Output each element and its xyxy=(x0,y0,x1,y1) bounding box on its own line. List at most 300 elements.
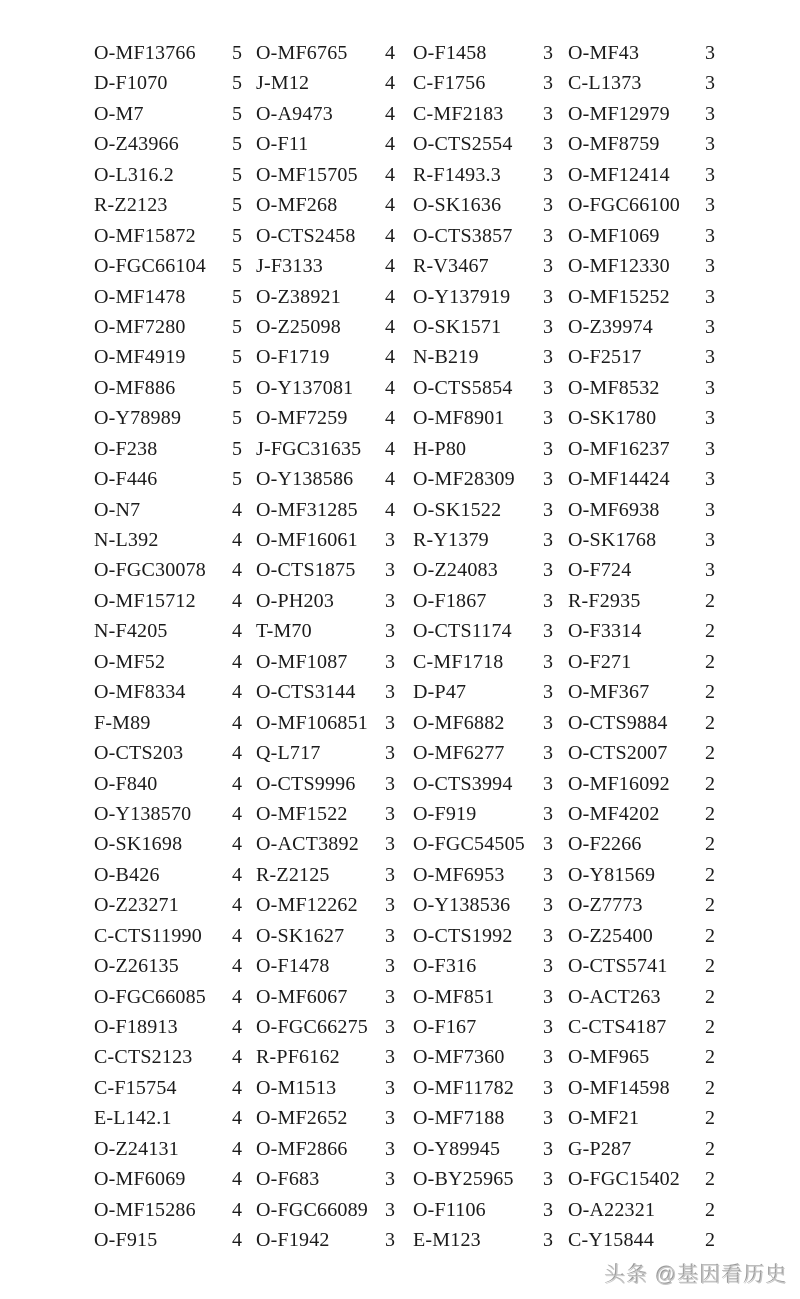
haplogroup-cell: O-Z24131 xyxy=(94,1137,179,1160)
haplogroup-cell: N-L392 xyxy=(94,529,159,551)
haplogroup-cell: O-MF16092 xyxy=(568,772,670,795)
table-row xyxy=(94,434,734,464)
count-cell: 4 xyxy=(385,498,395,521)
count-cell: 3 xyxy=(385,711,395,734)
haplogroup-cell: R-Y1379 xyxy=(413,529,489,551)
toutiao-watermark: 头条 @基因看历史 xyxy=(604,1264,788,1287)
count-cell: 2 xyxy=(705,833,715,856)
haplogroup-cell: O-Y137081 xyxy=(256,376,354,399)
haplogroup-cell: O-MF8901 xyxy=(413,407,505,430)
count-cell: 3 xyxy=(705,194,715,217)
table-row xyxy=(94,860,734,890)
count-cell: 4 xyxy=(232,742,242,765)
count-cell: 3 xyxy=(385,863,395,886)
haplogroup-cell: O-MF1522 xyxy=(256,802,348,825)
haplogroup-cell: Q-L717 xyxy=(256,742,321,765)
haplogroup-cell: O-FGC66100 xyxy=(568,194,681,217)
haplogroup-cell: O-CTS9996 xyxy=(256,772,356,795)
count-cell: 3 xyxy=(385,1137,395,1160)
count-cell: 3 xyxy=(705,133,715,156)
table-row xyxy=(94,708,734,738)
haplogroup-cell: O-M1513 xyxy=(256,1076,337,1099)
count-cell: 5 xyxy=(232,42,242,64)
haplogroup-cell: O-MF15712 xyxy=(94,589,196,612)
count-cell: 3 xyxy=(705,224,715,247)
haplogroup-cell: O-MF14424 xyxy=(568,468,670,491)
haplogroup-cell: O-Z7773 xyxy=(568,894,643,917)
table-row xyxy=(94,129,734,159)
count-cell: 3 xyxy=(705,315,715,338)
count-cell: 3 xyxy=(385,1076,395,1099)
haplogroup-cell: O-CTS5741 xyxy=(568,955,668,978)
haplogroup-cell: O-F1719 xyxy=(256,346,330,369)
haplogroup-cell: O-MF8759 xyxy=(568,133,660,156)
count-cell: 3 xyxy=(705,255,715,278)
haplogroup-cell: O-MF15252 xyxy=(568,285,670,308)
table-row xyxy=(94,769,734,799)
count-cell: 2 xyxy=(705,955,715,978)
count-cell: 5 xyxy=(232,133,242,156)
count-cell: 3 xyxy=(543,711,553,734)
count-cell: 3 xyxy=(385,742,395,765)
count-cell: 3 xyxy=(705,437,715,460)
count-cell: 5 xyxy=(232,468,242,491)
count-cell: 4 xyxy=(385,407,395,430)
table-row xyxy=(94,921,734,951)
haplogroup-cell: O-Y138586 xyxy=(256,468,354,491)
count-cell: 5 xyxy=(232,255,242,278)
haplogroup-cell: O-SK1636 xyxy=(413,194,502,217)
haplogroup-cell: O-MF4919 xyxy=(94,346,186,369)
haplogroup-cell: O-F2266 xyxy=(568,833,642,856)
count-cell: 2 xyxy=(705,589,715,612)
haplogroup-table xyxy=(94,38,734,1256)
count-cell: 3 xyxy=(385,1046,395,1069)
count-cell: 3 xyxy=(543,863,553,886)
haplogroup-cell: O-CTS3144 xyxy=(256,681,356,704)
count-cell: 4 xyxy=(232,772,242,795)
table-row xyxy=(94,160,734,190)
count-cell: 3 xyxy=(385,1016,395,1038)
count-cell: 4 xyxy=(232,589,242,612)
count-cell: 2 xyxy=(705,742,715,765)
count-cell: 3 xyxy=(543,650,553,673)
haplogroup-cell: O-PH203 xyxy=(256,589,335,612)
haplogroup-cell: O-Y78989 xyxy=(94,407,182,430)
count-cell: 3 xyxy=(705,407,715,430)
count-cell: 3 xyxy=(385,1229,395,1252)
table-row xyxy=(94,738,734,768)
haplogroup-cell: O-MF2652 xyxy=(256,1107,348,1130)
haplogroup-cell: O-MF12414 xyxy=(568,163,670,186)
count-cell: 3 xyxy=(385,1168,395,1191)
count-cell: 3 xyxy=(705,163,715,186)
haplogroup-cell: O-MF8532 xyxy=(568,376,660,399)
haplogroup-cell: C-CTS11990 xyxy=(94,924,202,947)
count-cell: 3 xyxy=(543,1137,553,1160)
table-row xyxy=(94,525,734,555)
count-cell: 3 xyxy=(543,102,553,125)
haplogroup-cell: O-MF886 xyxy=(94,376,176,399)
count-cell: 3 xyxy=(543,1107,553,1130)
haplogroup-cell: D-F1070 xyxy=(94,72,168,95)
haplogroup-cell: O-BY25965 xyxy=(413,1168,514,1191)
haplogroup-cell: C-MF1718 xyxy=(413,650,504,673)
count-cell: 3 xyxy=(543,42,553,64)
count-cell: 3 xyxy=(543,224,553,247)
count-cell: 4 xyxy=(232,985,242,1008)
count-cell: 3 xyxy=(543,468,553,491)
haplogroup-cell: O-MF16061 xyxy=(256,529,358,551)
count-cell: 3 xyxy=(543,72,553,95)
count-cell: 3 xyxy=(543,133,553,156)
haplogroup-cell: O-F1942 xyxy=(256,1229,330,1252)
count-cell: 4 xyxy=(385,285,395,308)
count-cell: 4 xyxy=(385,376,395,399)
count-cell: 2 xyxy=(705,620,715,643)
table-row xyxy=(94,282,734,312)
count-cell: 3 xyxy=(385,802,395,825)
haplogroup-cell: O-MF12330 xyxy=(568,255,670,278)
count-cell: 4 xyxy=(385,346,395,369)
haplogroup-cell: D-P47 xyxy=(413,681,467,704)
count-cell: 2 xyxy=(705,772,715,795)
haplogroup-cell: O-F11 xyxy=(256,133,309,156)
table-row xyxy=(94,829,734,859)
table-row xyxy=(94,647,734,677)
haplogroup-cell: O-MF6765 xyxy=(256,42,348,64)
haplogroup-cell: O-MF851 xyxy=(413,985,495,1008)
count-cell: 3 xyxy=(385,620,395,643)
count-cell: 4 xyxy=(232,1046,242,1069)
count-cell: 3 xyxy=(705,42,715,64)
count-cell: 3 xyxy=(543,894,553,917)
haplogroup-cell: N-F4205 xyxy=(94,620,168,643)
count-cell: 2 xyxy=(705,1046,715,1069)
haplogroup-cell: O-MF15872 xyxy=(94,224,196,247)
count-cell: 3 xyxy=(705,376,715,399)
count-cell: 3 xyxy=(543,407,553,430)
count-cell: 5 xyxy=(232,163,242,186)
haplogroup-cell: O-MF12979 xyxy=(568,102,670,125)
table-row xyxy=(94,373,734,403)
count-cell: 3 xyxy=(385,681,395,704)
table-row xyxy=(94,1042,734,1072)
count-cell: 4 xyxy=(232,1076,242,1099)
haplogroup-cell: O-MF21 xyxy=(568,1107,640,1130)
haplogroup-cell: O-F724 xyxy=(568,559,632,582)
haplogroup-cell: O-SK1768 xyxy=(568,529,657,551)
count-cell: 3 xyxy=(543,802,553,825)
haplogroup-cell: O-L316.2 xyxy=(94,163,174,186)
haplogroup-cell: O-Z26135 xyxy=(94,955,179,978)
haplogroup-cell: O-MF106851 xyxy=(256,711,369,734)
table-row xyxy=(94,1103,734,1133)
count-cell: 3 xyxy=(705,285,715,308)
haplogroup-cell: O-MF2866 xyxy=(256,1137,348,1160)
table-row xyxy=(94,1012,734,1042)
haplogroup-cell: O-CTS3857 xyxy=(413,224,513,247)
haplogroup-cell: C-CTS4187 xyxy=(568,1016,667,1038)
count-cell: 4 xyxy=(385,224,395,247)
count-cell: 3 xyxy=(543,1229,553,1252)
count-cell: 3 xyxy=(385,955,395,978)
haplogroup-cell: O-MF7360 xyxy=(413,1046,505,1069)
haplogroup-cell: O-CTS1875 xyxy=(256,559,356,582)
count-cell: 2 xyxy=(705,1137,715,1160)
haplogroup-cell: O-MF7188 xyxy=(413,1107,505,1130)
count-cell: 3 xyxy=(543,589,553,612)
count-cell: 2 xyxy=(705,863,715,886)
count-cell: 3 xyxy=(385,924,395,947)
haplogroup-cell: O-CTS5854 xyxy=(413,376,513,399)
haplogroup-cell: O-MF6069 xyxy=(94,1168,186,1191)
count-cell: 2 xyxy=(705,650,715,673)
haplogroup-cell: O-MF6882 xyxy=(413,711,505,734)
haplogroup-cell: O-FGC54505 xyxy=(413,833,526,856)
haplogroup-cell: C-MF2183 xyxy=(413,102,504,125)
count-cell: 3 xyxy=(543,376,553,399)
haplogroup-cell: R-Z2123 xyxy=(94,194,168,217)
haplogroup-cell: R-Z2125 xyxy=(256,863,330,886)
haplogroup-cell: O-Z38921 xyxy=(256,285,341,308)
count-cell: 4 xyxy=(232,955,242,978)
haplogroup-cell: O-Z24083 xyxy=(413,559,498,582)
count-cell: 3 xyxy=(385,894,395,917)
count-cell: 4 xyxy=(232,650,242,673)
haplogroup-cell: O-FGC66085 xyxy=(94,985,207,1008)
haplogroup-cell: O-MF43 xyxy=(568,42,640,64)
count-cell: 3 xyxy=(543,1168,553,1191)
table-row xyxy=(94,677,734,707)
haplogroup-cell: O-F919 xyxy=(413,802,477,825)
haplogroup-cell: O-CTS2007 xyxy=(568,742,668,765)
count-cell: 3 xyxy=(543,194,553,217)
count-cell: 4 xyxy=(232,894,242,917)
haplogroup-cell: O-MF14598 xyxy=(568,1076,670,1099)
count-cell: 5 xyxy=(232,72,242,95)
count-cell: 3 xyxy=(543,1016,553,1038)
haplogroup-cell: O-SK1780 xyxy=(568,407,657,430)
haplogroup-cell: O-FGC30078 xyxy=(94,559,207,582)
table-row xyxy=(94,342,734,372)
count-cell: 2 xyxy=(705,985,715,1008)
count-cell: 3 xyxy=(385,985,395,1008)
haplogroup-cell: R-F2935 xyxy=(568,589,641,612)
count-cell: 2 xyxy=(705,924,715,947)
count-cell: 3 xyxy=(385,559,395,582)
table-row xyxy=(94,799,734,829)
haplogroup-cell: O-F1106 xyxy=(413,1198,486,1221)
count-cell: 3 xyxy=(543,681,553,704)
haplogroup-cell: O-F1867 xyxy=(413,589,487,612)
haplogroup-cell: O-CTS2458 xyxy=(256,224,356,247)
count-cell: 3 xyxy=(543,315,553,338)
count-cell: 4 xyxy=(232,559,242,582)
haplogroup-cell: O-MF7280 xyxy=(94,315,186,338)
count-cell: 4 xyxy=(232,1229,242,1252)
count-cell: 3 xyxy=(543,924,553,947)
count-cell: 3 xyxy=(543,1198,553,1221)
haplogroup-cell: O-ACT263 xyxy=(568,985,661,1008)
table-row xyxy=(94,312,734,342)
count-cell: 2 xyxy=(705,711,715,734)
count-cell: 5 xyxy=(232,315,242,338)
haplogroup-cell: O-SK1571 xyxy=(413,315,502,338)
haplogroup-cell: O-MF52 xyxy=(94,650,166,673)
count-cell: 3 xyxy=(385,1198,395,1221)
haplogroup-cell: O-CTS1174 xyxy=(413,620,512,643)
haplogroup-cell: O-Y138570 xyxy=(94,802,192,825)
table-row xyxy=(94,1134,734,1164)
count-cell: 3 xyxy=(543,346,553,369)
count-cell: 3 xyxy=(543,163,553,186)
haplogroup-cell: O-CTS2554 xyxy=(413,133,513,156)
haplogroup-cell: O-F167 xyxy=(413,1016,477,1038)
haplogroup-cell: O-SK1698 xyxy=(94,833,183,856)
haplogroup-cell: O-FGC66275 xyxy=(256,1016,369,1038)
haplogroup-cell: O-MF6277 xyxy=(413,742,505,765)
haplogroup-cell: C-Y15844 xyxy=(568,1229,655,1252)
haplogroup-cell: O-A9473 xyxy=(256,102,333,125)
count-cell: 4 xyxy=(385,72,395,95)
haplogroup-cell: O-MF1478 xyxy=(94,285,186,308)
haplogroup-cell: O-MF1087 xyxy=(256,650,348,673)
haplogroup-cell: O-F915 xyxy=(94,1229,158,1252)
count-cell: 3 xyxy=(385,589,395,612)
haplogroup-cell: O-MF6938 xyxy=(568,498,660,521)
haplogroup-cell: O-MF965 xyxy=(568,1046,650,1069)
haplogroup-cell: O-MF1069 xyxy=(568,224,660,247)
table-row xyxy=(94,1225,734,1255)
count-cell: 3 xyxy=(385,1107,395,1130)
haplogroup-cell: O-F316 xyxy=(413,955,477,978)
haplogroup-cell: O-FGC15402 xyxy=(568,1168,681,1191)
haplogroup-cell: H-P80 xyxy=(413,437,467,460)
haplogroup-cell: E-L142.1 xyxy=(94,1107,172,1130)
count-cell: 2 xyxy=(705,1107,715,1130)
count-cell: 4 xyxy=(232,620,242,643)
count-cell: 5 xyxy=(232,224,242,247)
count-cell: 4 xyxy=(385,133,395,156)
count-cell: 3 xyxy=(705,468,715,491)
count-cell: 2 xyxy=(705,894,715,917)
table-row xyxy=(94,38,734,68)
haplogroup-cell: O-A22321 xyxy=(568,1198,656,1221)
count-cell: 3 xyxy=(385,833,395,856)
table-row xyxy=(94,464,734,494)
haplogroup-cell: J-FGC31635 xyxy=(256,437,362,460)
table-row xyxy=(94,221,734,251)
count-cell: 4 xyxy=(385,102,395,125)
haplogroup-cell: R-F1493.3 xyxy=(413,163,501,186)
count-cell: 4 xyxy=(385,255,395,278)
table-row xyxy=(94,495,734,525)
count-cell: 5 xyxy=(232,437,242,460)
count-cell: 3 xyxy=(543,985,553,1008)
table-row xyxy=(94,68,734,98)
haplogroup-cell: O-MF11782 xyxy=(413,1076,515,1099)
haplogroup-cell: O-MF268 xyxy=(256,194,338,217)
haplogroup-cell: O-SK1522 xyxy=(413,498,502,521)
count-cell: 4 xyxy=(385,437,395,460)
count-cell: 2 xyxy=(705,1016,715,1038)
count-cell: 3 xyxy=(385,650,395,673)
count-cell: 4 xyxy=(232,833,242,856)
count-cell: 3 xyxy=(705,72,715,95)
table-row xyxy=(94,403,734,433)
haplogroup-cell: O-F1478 xyxy=(256,955,330,978)
count-cell: 2 xyxy=(705,1198,715,1221)
count-cell: 5 xyxy=(232,194,242,217)
table-row xyxy=(94,99,734,129)
count-cell: 3 xyxy=(543,559,553,582)
haplogroup-cell: O-MF6067 xyxy=(256,985,348,1008)
haplogroup-cell: O-MF31285 xyxy=(256,498,358,521)
haplogroup-cell: O-Y89945 xyxy=(413,1137,501,1160)
haplogroup-cell: O-Z43966 xyxy=(94,133,179,156)
haplogroup-cell: C-CTS2123 xyxy=(94,1046,193,1069)
count-cell: 5 xyxy=(232,407,242,430)
haplogroup-cell: R-V3467 xyxy=(413,255,489,278)
count-cell: 4 xyxy=(385,163,395,186)
count-cell: 4 xyxy=(385,194,395,217)
haplogroup-cell: O-N7 xyxy=(94,498,141,521)
count-cell: 4 xyxy=(385,315,395,338)
count-cell: 2 xyxy=(705,1229,715,1252)
haplogroup-cell: O-Z25098 xyxy=(256,315,341,338)
count-cell: 4 xyxy=(232,711,242,734)
count-cell: 4 xyxy=(385,42,395,64)
haplogroup-cell: O-SK1627 xyxy=(256,924,345,947)
haplogroup-cell: O-F446 xyxy=(94,468,158,491)
count-cell: 4 xyxy=(232,802,242,825)
count-cell: 2 xyxy=(705,1076,715,1099)
count-cell: 2 xyxy=(705,1168,715,1191)
table-row xyxy=(94,982,734,1012)
count-cell: 4 xyxy=(232,1107,242,1130)
haplogroup-cell: O-MF367 xyxy=(568,681,650,704)
haplogroup-cell: O-MF15705 xyxy=(256,163,358,186)
haplogroup-cell: C-L1373 xyxy=(568,72,642,95)
haplogroup-cell: O-MF15286 xyxy=(94,1198,196,1221)
count-cell: 5 xyxy=(232,285,242,308)
count-cell: 3 xyxy=(543,285,553,308)
count-cell: 4 xyxy=(232,863,242,886)
count-cell: 3 xyxy=(705,559,715,582)
haplogroup-cell: O-F683 xyxy=(256,1168,320,1191)
table-row xyxy=(94,251,734,281)
haplogroup-cell: F-M89 xyxy=(94,711,151,734)
haplogroup-cell: T-M70 xyxy=(256,620,312,643)
haplogroup-cell: O-CTS203 xyxy=(94,742,184,765)
count-cell: 3 xyxy=(543,833,553,856)
count-cell: 4 xyxy=(232,1137,242,1160)
haplogroup-cell: O-Y138536 xyxy=(413,894,511,917)
haplogroup-cell: O-F271 xyxy=(568,650,632,673)
haplogroup-cell: O-Y81569 xyxy=(568,863,656,886)
haplogroup-cell: O-F2517 xyxy=(568,346,642,369)
haplogroup-cell: R-PF6162 xyxy=(256,1046,340,1069)
haplogroup-cell: O-MF28309 xyxy=(413,468,515,491)
haplogroup-cell: O-MF7259 xyxy=(256,407,348,430)
count-cell: 3 xyxy=(543,772,553,795)
haplogroup-cell: E-M123 xyxy=(413,1229,481,1252)
haplogroup-cell: O-Z23271 xyxy=(94,894,179,917)
haplogroup-cell: O-B426 xyxy=(94,863,160,886)
count-cell: 4 xyxy=(385,468,395,491)
table-row xyxy=(94,616,734,646)
